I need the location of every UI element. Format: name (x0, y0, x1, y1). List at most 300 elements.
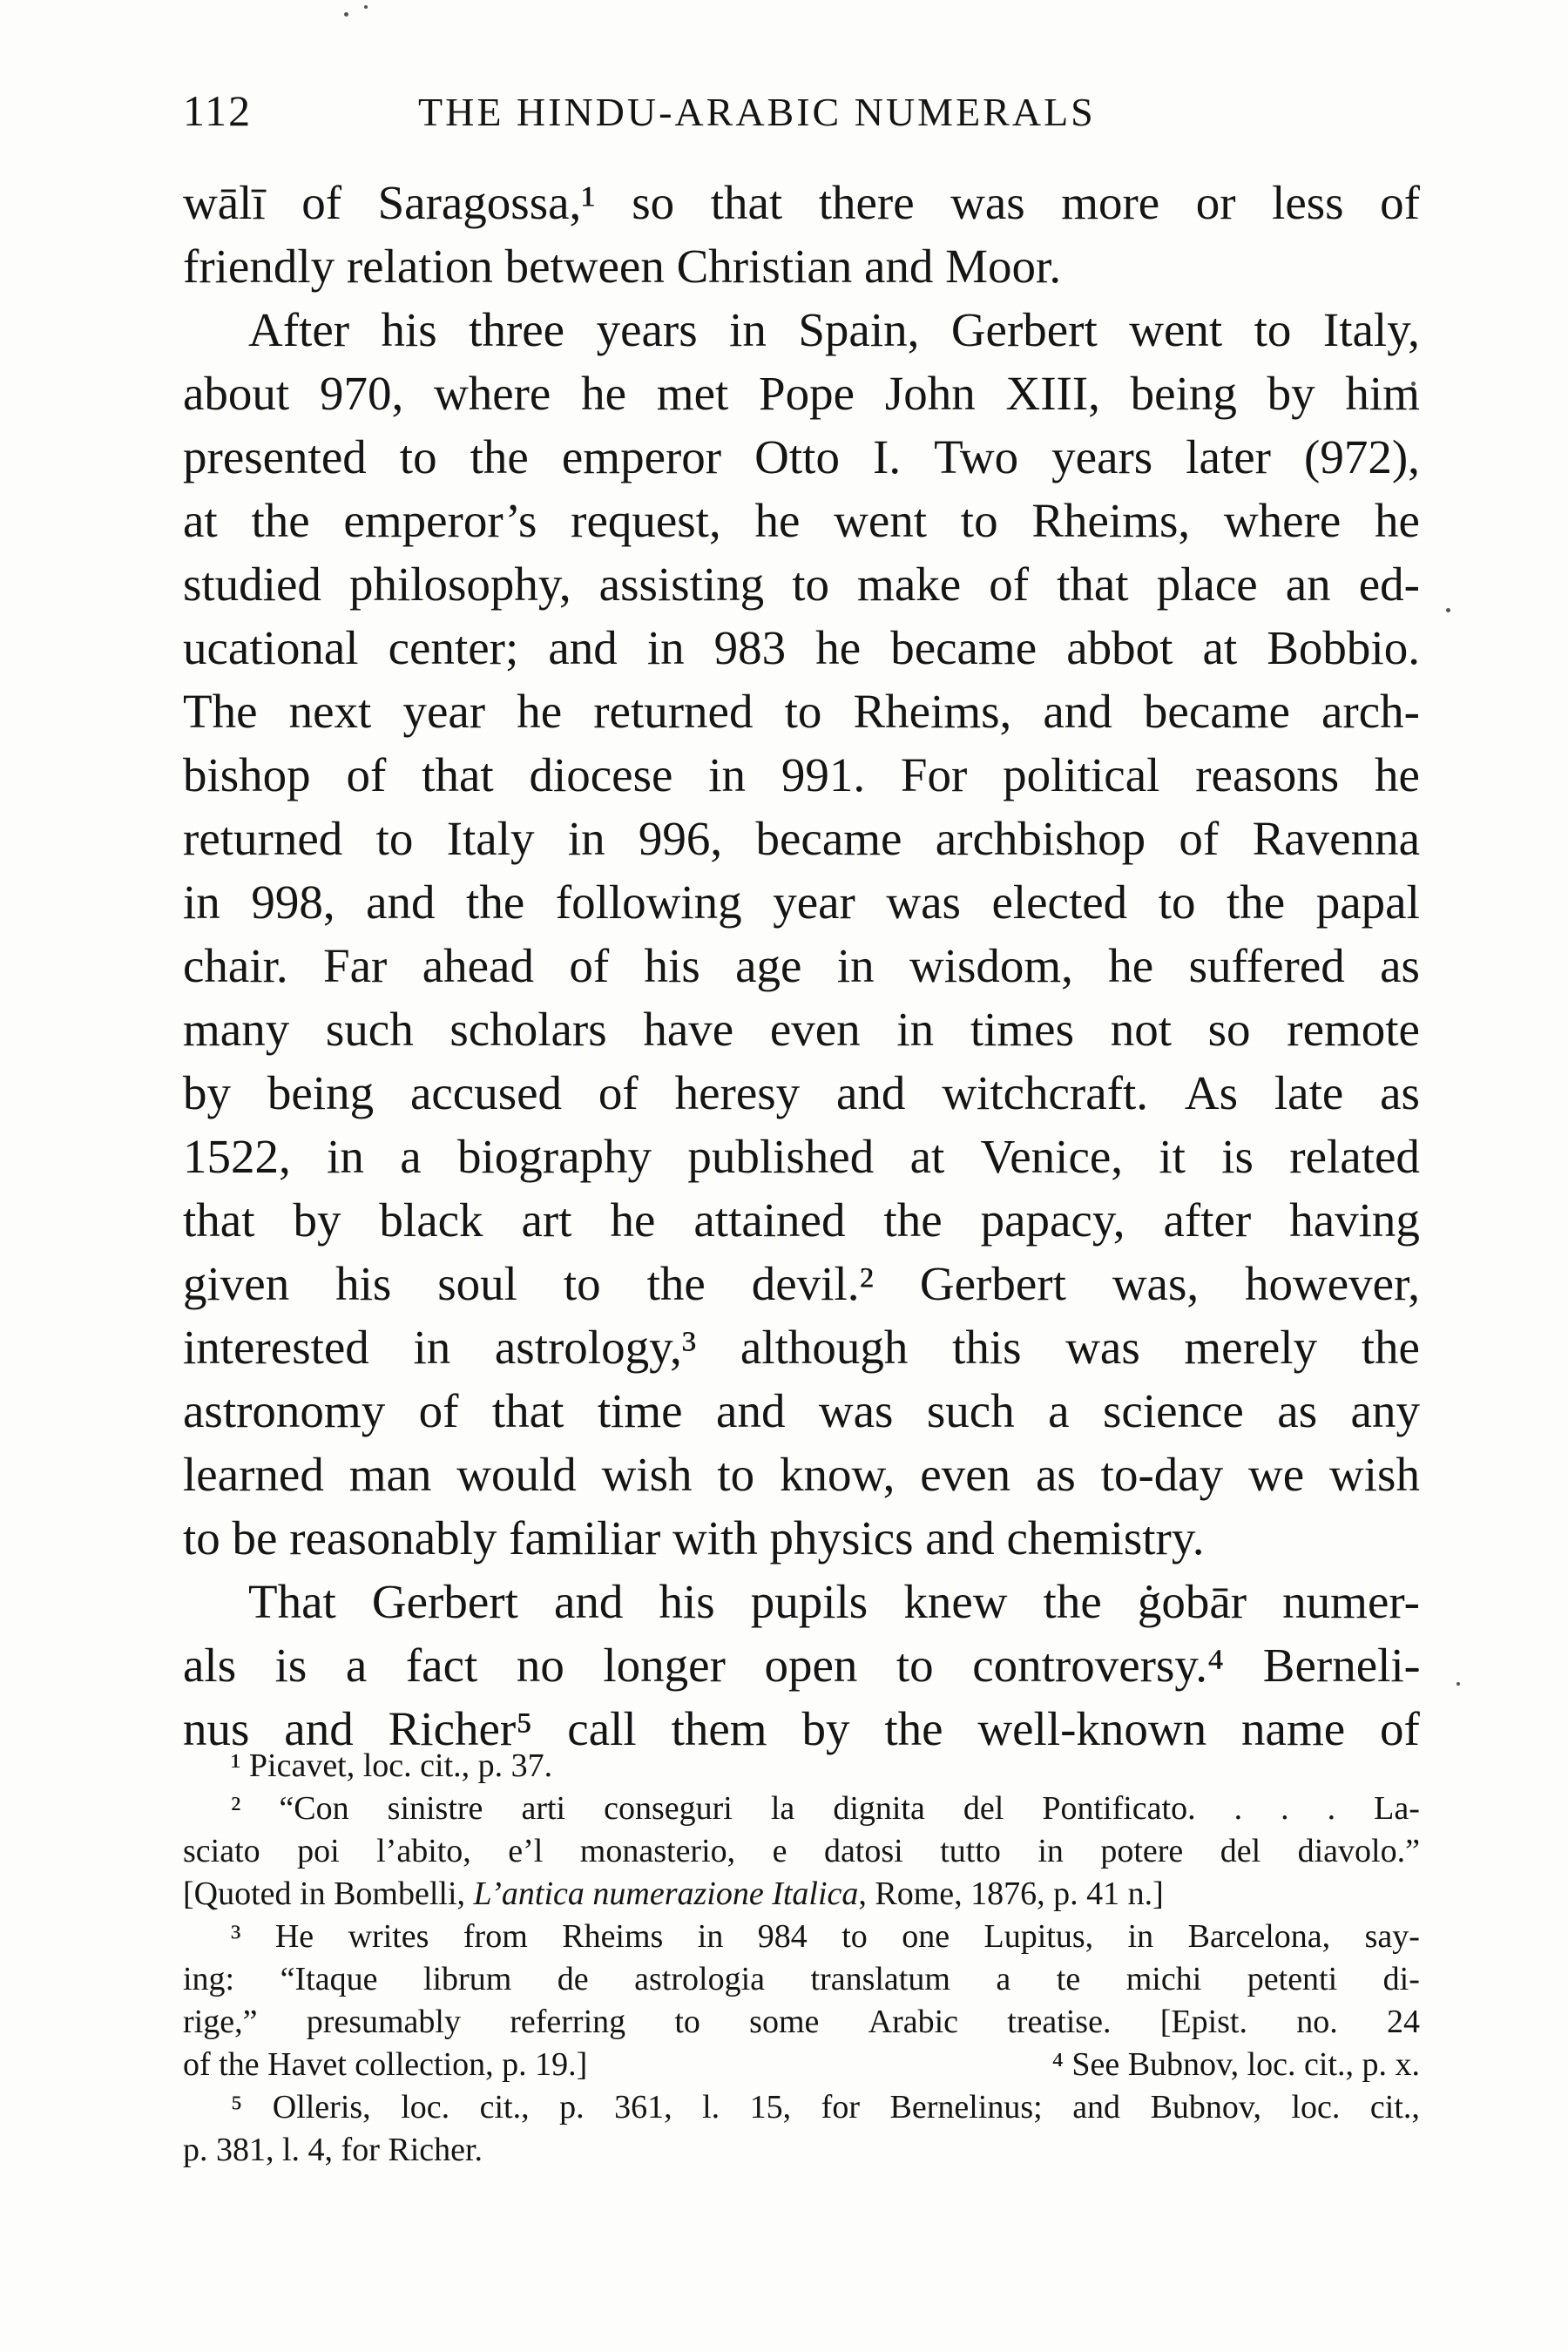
word: well-known (977, 1702, 1207, 1755)
footnote-3 (183, 1916, 1420, 1958)
word: 1522, (183, 1130, 291, 1183)
word: in (567, 812, 605, 865)
text-line (183, 1188, 1420, 1252)
word: longer (603, 1639, 726, 1692)
word: p. (559, 2089, 585, 2126)
word: poi (297, 1833, 340, 1869)
word: philosophy, (348, 558, 571, 611)
footnote-line: p. 381, l. 4, for Richer. (183, 2132, 483, 2168)
word: center; (388, 621, 519, 674)
word: year (773, 875, 855, 929)
word: and (366, 875, 436, 929)
word: Lupitus, (983, 1918, 1094, 1955)
word: presented (183, 430, 367, 483)
word: Arabic (868, 2004, 959, 2040)
word: as (1277, 1384, 1318, 1437)
word: wish (1329, 1448, 1420, 1501)
footnote-text: [Quoted in Bombelli, (183, 1876, 474, 1912)
word: to (674, 2004, 700, 2040)
word: age (735, 939, 802, 992)
word: however, (1245, 1257, 1420, 1310)
word: 15, (749, 2089, 792, 2126)
word: the (1043, 1575, 1102, 1628)
word: archbishop (935, 812, 1146, 865)
word: his (381, 303, 437, 356)
word: for (821, 2089, 860, 2126)
text-line (183, 1315, 1420, 1379)
word: not (1110, 1003, 1172, 1056)
word: by (1267, 367, 1315, 420)
text-line (183, 743, 1420, 807)
text-line (183, 298, 1420, 362)
word: Venice, (980, 1130, 1124, 1183)
word: three (469, 303, 565, 356)
word: by (801, 1702, 850, 1755)
word: Richer⁵ (388, 1702, 533, 1755)
book-title: L’antica numerazione Italica (473, 1876, 859, 1912)
word: de (557, 1961, 589, 1997)
word: at (1202, 621, 1238, 674)
word: witchcraft. (942, 1066, 1148, 1119)
word: ed- (1358, 558, 1420, 611)
word: would (456, 1448, 577, 1501)
word: tutto (940, 1833, 1001, 1869)
word: datosi (823, 1833, 903, 1869)
text-line (183, 552, 1420, 616)
word: he (610, 1193, 656, 1247)
footnote-line (183, 2044, 1420, 2086)
footnote-text: , Rome, 1876, p. 41 n.] (858, 1876, 1164, 1912)
word: as (1380, 939, 1420, 992)
word: so (1207, 1003, 1251, 1056)
body-text (183, 171, 1420, 1761)
footnote-text: of the Havet collection, p. 19.] (183, 2046, 588, 2083)
word: treatise. (1007, 2004, 1112, 2040)
text-line (183, 1252, 1420, 1315)
word: potere (1100, 1833, 1184, 1869)
word: in (327, 1130, 364, 1183)
footnote-line (183, 2001, 1420, 2044)
footnotes (183, 1745, 1420, 2172)
text-line (183, 997, 1420, 1061)
word: 996, (638, 812, 723, 865)
word: where (1223, 494, 1342, 547)
word: Italy (446, 812, 535, 865)
word: him (1345, 367, 1420, 420)
word: michi (1125, 1961, 1202, 1997)
word: such (325, 1003, 414, 1056)
word: XIII, (1005, 367, 1100, 420)
word: devil.² (751, 1257, 874, 1310)
footnote-1: ¹ Picavet, loc. cit., p. 37. (231, 1747, 553, 1784)
word: he (1375, 494, 1420, 547)
word: heresy (674, 1066, 801, 1119)
word: was (950, 176, 1025, 229)
word: political (1003, 748, 1160, 801)
word: The (183, 685, 258, 738)
word: “Itaque (280, 1961, 378, 1997)
word: emperor (561, 430, 722, 483)
word: to (960, 494, 998, 547)
word: in (697, 1918, 724, 1955)
word: art (521, 1193, 572, 1247)
word: the (251, 494, 310, 547)
word: request, (571, 494, 721, 547)
word: was (818, 1384, 894, 1437)
word: the (466, 875, 525, 929)
word: chair. (183, 939, 288, 992)
word: years (1051, 430, 1153, 483)
word: and (284, 1702, 354, 1755)
text-line (183, 362, 1420, 425)
word: by (183, 1066, 231, 1119)
word: being (267, 1066, 375, 1119)
word: Otto (754, 430, 840, 483)
word: in (729, 303, 767, 356)
word: more (1061, 176, 1160, 229)
word: that (710, 176, 783, 229)
word: bishop (183, 748, 311, 801)
word: following (555, 875, 742, 929)
word: e’l (508, 1833, 544, 1869)
word: ing: (183, 1961, 235, 1997)
word: to (375, 812, 414, 865)
word: librum (422, 1961, 512, 1997)
word: a (996, 1961, 1011, 1997)
word: and (1072, 2089, 1121, 2126)
word: emperor’s (343, 494, 537, 547)
word: Barcelona, (1187, 1918, 1331, 1955)
word: . (1327, 1790, 1336, 1827)
word: of (301, 176, 342, 229)
word: to (1158, 875, 1196, 929)
word: 983 (713, 621, 787, 674)
word: Italy, (1322, 303, 1420, 356)
word: from (463, 1918, 528, 1955)
word: no (516, 1639, 564, 1692)
word: scholars (449, 1003, 607, 1056)
text-line (183, 1379, 1420, 1443)
text-line (183, 1061, 1420, 1125)
word: As (1184, 1066, 1238, 1119)
word: being (1130, 367, 1237, 420)
word: the (1361, 1321, 1420, 1374)
word: to (784, 685, 822, 738)
print-speck (1446, 608, 1450, 612)
word: studied (183, 558, 321, 611)
footnote-line (183, 1830, 1420, 1873)
word: was (886, 875, 961, 929)
word: in (1037, 1833, 1064, 1869)
word: . (1233, 1790, 1243, 1827)
word: monasterio, (579, 1833, 736, 1869)
word: Spain, (798, 303, 920, 356)
word: to-day (1100, 1448, 1224, 1501)
word: as (1380, 1066, 1420, 1119)
word: suffered (1188, 939, 1345, 992)
word: Ravenna (1252, 812, 1420, 865)
word: that (491, 1384, 564, 1437)
word: returned (593, 685, 754, 738)
word: cit., (1369, 2089, 1420, 2126)
running-title: THE HINDU-ARABIC NUMERALS (418, 90, 1096, 134)
word: loc. (401, 2089, 450, 2126)
word: became (890, 621, 1037, 674)
word: 991. (781, 748, 866, 801)
word: rige,” (183, 2004, 258, 2040)
word: less (1272, 176, 1344, 229)
word: pupils (750, 1575, 868, 1628)
print-speck (1456, 1682, 1460, 1686)
word: his (659, 1575, 715, 1628)
word: in (896, 1003, 935, 1056)
word: about (183, 367, 290, 420)
word: any (1350, 1384, 1420, 1437)
word: an (1285, 558, 1331, 611)
word: years (596, 303, 698, 356)
word: and (836, 1066, 906, 1119)
word: in (836, 939, 875, 992)
word: After (248, 303, 350, 356)
footnote-4: ⁴ See Bubnov, loc. cit., p. x. (1051, 2046, 1420, 2083)
word: loc. (1291, 2089, 1341, 2126)
word: That (248, 1575, 336, 1628)
word: Gerbert (371, 1575, 518, 1628)
word: He (274, 1918, 314, 1955)
word: writes (348, 1918, 429, 1955)
word: nus (183, 1702, 250, 1755)
word: sinistre (387, 1790, 483, 1827)
word: have (643, 1003, 734, 1056)
word: many (183, 1003, 290, 1056)
word: even (920, 1448, 1011, 1501)
text-line (183, 1443, 1420, 1506)
word: dignita (833, 1790, 925, 1827)
word: I. (873, 430, 902, 483)
word: Far (323, 939, 388, 992)
word: them (671, 1702, 767, 1755)
book-page (183, 0, 1420, 2352)
word: in (413, 1321, 451, 1374)
word: the (884, 1702, 943, 1755)
footnote-5 (183, 2086, 1420, 2129)
word: Bobbio. (1267, 621, 1420, 674)
word: Gerbert (950, 303, 1098, 356)
word: . (1281, 1790, 1289, 1827)
word: 998, (251, 875, 335, 929)
word: arti (521, 1790, 566, 1827)
text-line (183, 934, 1420, 997)
word: to (792, 558, 829, 611)
word: elected (991, 875, 1128, 929)
word: Bubnov, (1150, 2089, 1261, 2126)
word: Rheims (562, 1918, 664, 1955)
word: Rheims, (1031, 494, 1191, 547)
word: Two (934, 430, 1019, 483)
word: call (567, 1702, 637, 1755)
word: a (1048, 1384, 1070, 1437)
word: 984 (757, 1918, 808, 1955)
word: in (708, 748, 747, 801)
word: of (346, 748, 387, 801)
word: that (422, 748, 494, 801)
word: wālī (183, 176, 266, 229)
word: became (755, 812, 902, 865)
word: in (1127, 1918, 1154, 1955)
word: For (900, 748, 968, 801)
word: referring (510, 2004, 626, 2040)
word: open (764, 1639, 858, 1692)
word: so (632, 176, 675, 229)
word: is (1221, 1130, 1254, 1183)
word: next (288, 685, 372, 738)
text-line (183, 489, 1420, 552)
word: make (857, 558, 962, 611)
word: to (717, 1448, 755, 1501)
word: Bernelinus; (889, 2089, 1043, 2126)
word: ahead (422, 939, 534, 992)
word: met (656, 367, 729, 420)
word: [Epist. (1159, 2004, 1247, 2040)
word: times (970, 1003, 1074, 1056)
word: having (1289, 1193, 1420, 1247)
word: there (818, 176, 915, 229)
word: is (274, 1639, 308, 1692)
word: interested (183, 1321, 369, 1374)
text-line (183, 171, 1420, 234)
word: cit., (479, 2089, 530, 2126)
word: year (402, 685, 486, 738)
word: e (772, 1833, 787, 1869)
word: ³ (231, 1918, 241, 1955)
word: 24 (1386, 2004, 1420, 2040)
word: given (183, 1257, 290, 1310)
word: te (1056, 1961, 1081, 1997)
word: Gerbert (919, 1257, 1066, 1310)
word: he (815, 621, 862, 674)
footnote-line (183, 1958, 1420, 2001)
word: John (884, 367, 976, 420)
word: astrologia (634, 1961, 765, 1997)
word: even (769, 1003, 861, 1056)
word: wisdom, (909, 939, 1073, 992)
word: where (433, 367, 551, 420)
running-header (183, 85, 1420, 146)
text-line (183, 807, 1420, 870)
word: to (896, 1639, 934, 1692)
word: some (749, 2004, 820, 2040)
text-line: friendly relation between Christian and Moor. (183, 240, 1062, 293)
word: “Con (279, 1790, 349, 1827)
word: astrology,³ (494, 1321, 697, 1374)
word: know, (780, 1448, 896, 1501)
word: as (1035, 1448, 1076, 1501)
word: this (952, 1321, 1022, 1374)
word: reasons (1195, 748, 1340, 801)
word: he (581, 367, 627, 420)
word: returned (183, 812, 343, 865)
word: one (902, 1918, 950, 1955)
word: ucational (183, 621, 359, 674)
word: he (754, 494, 801, 547)
word: sciato (183, 1833, 260, 1869)
word: and (716, 1384, 786, 1437)
word: numer- (1282, 1575, 1420, 1628)
word: published (687, 1130, 875, 1183)
word: attained (693, 1193, 846, 1247)
word: accused (409, 1066, 563, 1119)
word: such (926, 1384, 1015, 1437)
word: late (1274, 1066, 1344, 1119)
word: the (470, 430, 529, 483)
word: La- (1374, 1790, 1420, 1827)
word: papacy, (980, 1193, 1125, 1247)
word: controversy.⁴ (972, 1639, 1225, 1692)
text-line (183, 1570, 1420, 1633)
word: no. (1296, 2004, 1338, 2040)
word: Olleris, (272, 2089, 371, 2126)
word: knew (903, 1575, 1008, 1628)
word: and (1043, 685, 1112, 738)
word: of (989, 558, 1030, 611)
word: diocese (529, 748, 673, 801)
word: that (183, 1193, 255, 1247)
word: papal (1315, 875, 1420, 929)
word: of (1179, 812, 1220, 865)
word: of (1380, 176, 1420, 229)
word: del (1220, 1833, 1261, 1869)
word: say- (1364, 1918, 1420, 1955)
word: di- (1382, 1961, 1420, 1997)
word: to (1254, 303, 1292, 356)
word: biography (456, 1130, 652, 1183)
word: went (1129, 303, 1223, 356)
word: 361, (614, 2089, 672, 2126)
word: was, (1112, 1257, 1200, 1310)
word: Pontificato. (1042, 1790, 1196, 1827)
word: conseguri (604, 1790, 733, 1827)
word: astronomy (183, 1384, 386, 1437)
word: 970, (319, 367, 404, 420)
word: at (183, 494, 218, 547)
word: of (569, 939, 610, 992)
word: a (400, 1130, 422, 1183)
word: petenti (1247, 1961, 1338, 1997)
word: to (399, 430, 437, 483)
word: or (1195, 176, 1236, 229)
page-number: 112 (183, 86, 253, 135)
word: Pope (759, 367, 855, 420)
word: black (379, 1193, 483, 1247)
word: Berneli- (1262, 1639, 1420, 1692)
word: he (517, 685, 563, 738)
word: the (1227, 875, 1286, 929)
word: time (597, 1384, 683, 1437)
word: arch- (1321, 685, 1420, 738)
word: by (293, 1193, 341, 1247)
word: presumably (306, 2004, 461, 2040)
word: diavolo.” (1297, 1833, 1420, 1869)
word: was (1065, 1321, 1140, 1374)
word: in (183, 875, 220, 929)
word: place (1156, 558, 1258, 611)
word: it (1159, 1130, 1186, 1183)
word: als (183, 1639, 237, 1692)
word: merely (1184, 1321, 1318, 1374)
word: became (1143, 685, 1290, 738)
word: he (1108, 939, 1154, 992)
word: assisting (598, 558, 765, 611)
